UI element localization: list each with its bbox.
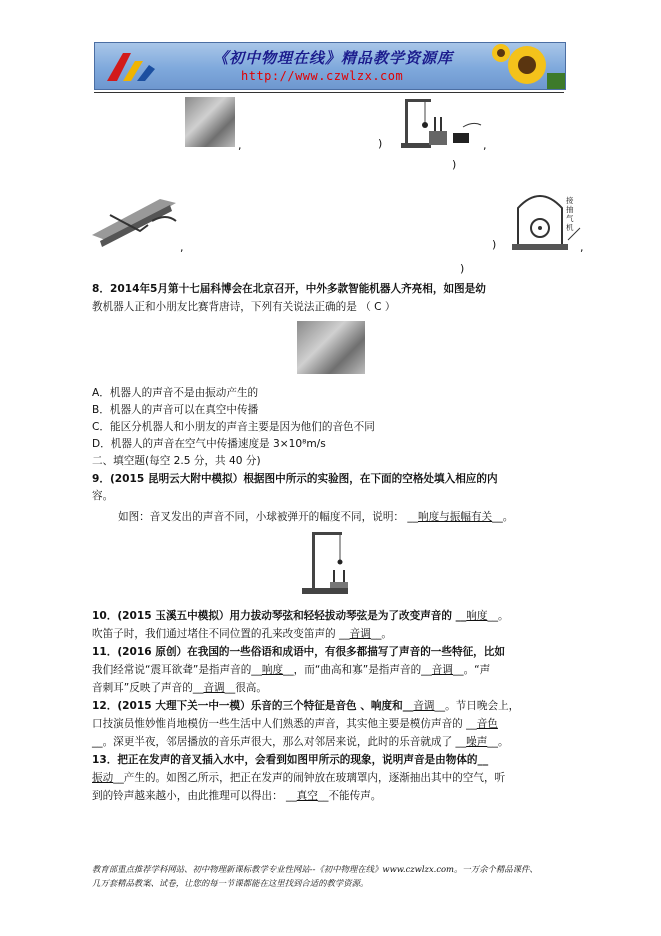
header-rule <box>94 92 564 93</box>
q10-line1: 10．(2015 玉溪五中模拟）用力拔动琴弦和轻轻拔动琴弦是为了改变声音的 __响度__。 <box>92 610 509 622</box>
q8-option-b: B．机器人的声音可以在真空中传播 <box>92 404 259 416</box>
q12-answer-3: 噪声 <box>466 736 488 748</box>
fig1-paren: ) <box>378 137 383 150</box>
q13-line3: 到的铃声越来越小，由此推理可以得出： __真空__不能传声。 <box>92 790 382 802</box>
fig-comma-2: , <box>483 139 487 152</box>
q11-line3: 音刺耳”反映了声音的__音调__很高。 <box>92 682 267 694</box>
q11-line2: 我们经常说“震耳欲聋”是指声音的__响度__，而“曲高和寡”是指声音的__音调__。“声 <box>92 664 491 676</box>
sunflower-icon <box>487 43 565 89</box>
q11-line1: 11．(2016 原创）在我国的一些俗语和成语中，有很多都描写了声音的一些特征，比如 <box>92 646 505 658</box>
fig-comma: , <box>238 139 242 152</box>
q13-line1: 13．把正在发声的音叉插入水中，会看到如图甲所示的现象，说明声音是由物体的__ <box>92 754 489 766</box>
fig2-paren: ) <box>492 238 497 251</box>
q11-answer-3: 音调 <box>203 682 225 694</box>
q11-answer-2: 音调 <box>431 664 453 676</box>
q10-answer-1: 响度 <box>466 610 488 622</box>
footer-line1: 教育部重点推荐学科网站、初中物理新课标教学专业性网站--《初中物理在线》www.czwlzx.com。一万余个精品课件、 <box>92 864 538 874</box>
q9-line1: 9．(2015 昆明云大附中模拟）根据图中所示的实验图，在下面的空格处填入相应的内 <box>92 473 498 485</box>
banner-title: 《初中物理在线》精品教学资源库 <box>213 49 454 67</box>
q13-answer-2: 真空 <box>296 790 318 802</box>
q12-line1: 12．(2015 大理下关一中一模）乐音的三个特征是音色 、响度和__音调__。节日晚会上， <box>92 700 520 712</box>
q13-answer-1: 振动 <box>92 772 114 784</box>
q13-line2: 振动__产生的。如图乙所示，把正在发声的闹钟放在玻璃罩内，逐渐抽出其中的空气，听 <box>92 772 506 784</box>
banner-url: http://www.czwlzx.com <box>241 69 404 83</box>
robot-photo <box>297 321 365 374</box>
q8-line1: 8．2014年5月第十七届科博会在北京召开，中外多款智能机器人齐亮相，如图是幼 <box>92 283 486 295</box>
q8-option-d: D．机器人的声音在空气中传播速度是 3×10⁸m/s <box>92 438 326 450</box>
fig1-paren-2: ) <box>452 158 457 171</box>
q8-line2: 教机器人正和小朋友比赛背唐诗，下列有关说法正确的是 （ C ） <box>92 301 396 313</box>
q9-line3: 如图：音叉发出的声音不同，小球被弹开的幅度不同，说明： __响度与振幅有关__。 <box>118 511 514 523</box>
q8-option-a: A．机器人的声音不是由振动产生的 <box>92 387 259 399</box>
ruler-on-table-figure <box>90 195 180 251</box>
q12-line3: __。深更半夜，邻居播放的音乐声很大，那么对邻居来说，此时的乐音就成了 __噪声__。 <box>92 736 509 748</box>
logo-icon <box>101 47 173 87</box>
footer-line2: 几万套精品教案、试卷，让您的每一节课都能在这里找到合适的教学资源。 <box>92 878 369 888</box>
q9-line2: 容。 <box>92 490 114 502</box>
fig2-paren-2: ) <box>460 262 465 275</box>
fig-comma-4: , <box>580 241 584 254</box>
q12-answer-2: 音色 <box>476 718 498 730</box>
bell-jar-label: 接抽气机 <box>566 196 574 232</box>
section-heading: 二、填空题(每空 2.5 分，共 40 分) <box>92 455 261 467</box>
tuning-fork-figure-small <box>395 95 483 151</box>
fig-comma-3: , <box>180 241 184 254</box>
header-banner <box>94 42 566 90</box>
q10-answer-2: 音调 <box>349 628 371 640</box>
q12-answer-1: 音调 <box>413 700 435 712</box>
q9-answer: 响度与振幅有关 <box>418 511 493 523</box>
tuning-fork-figure <box>296 530 360 596</box>
q10-line2: 吹笛子时，我们通过堵住不同位置的孔来改变笛声的 __音调__。 <box>92 628 392 640</box>
q11-answer-1: 响度 <box>261 664 284 676</box>
bicycle-photo <box>185 97 235 147</box>
q12-line2: 口技演员惟妙惟肖地模仿一些生活中人们熟悉的声音，其实他主要是模仿声音的 __音色 <box>92 718 498 730</box>
footer <box>92 862 592 890</box>
q8-option-c: C．能区分机器人和小朋友的声音主要是因为他们的音色不同 <box>92 421 375 433</box>
